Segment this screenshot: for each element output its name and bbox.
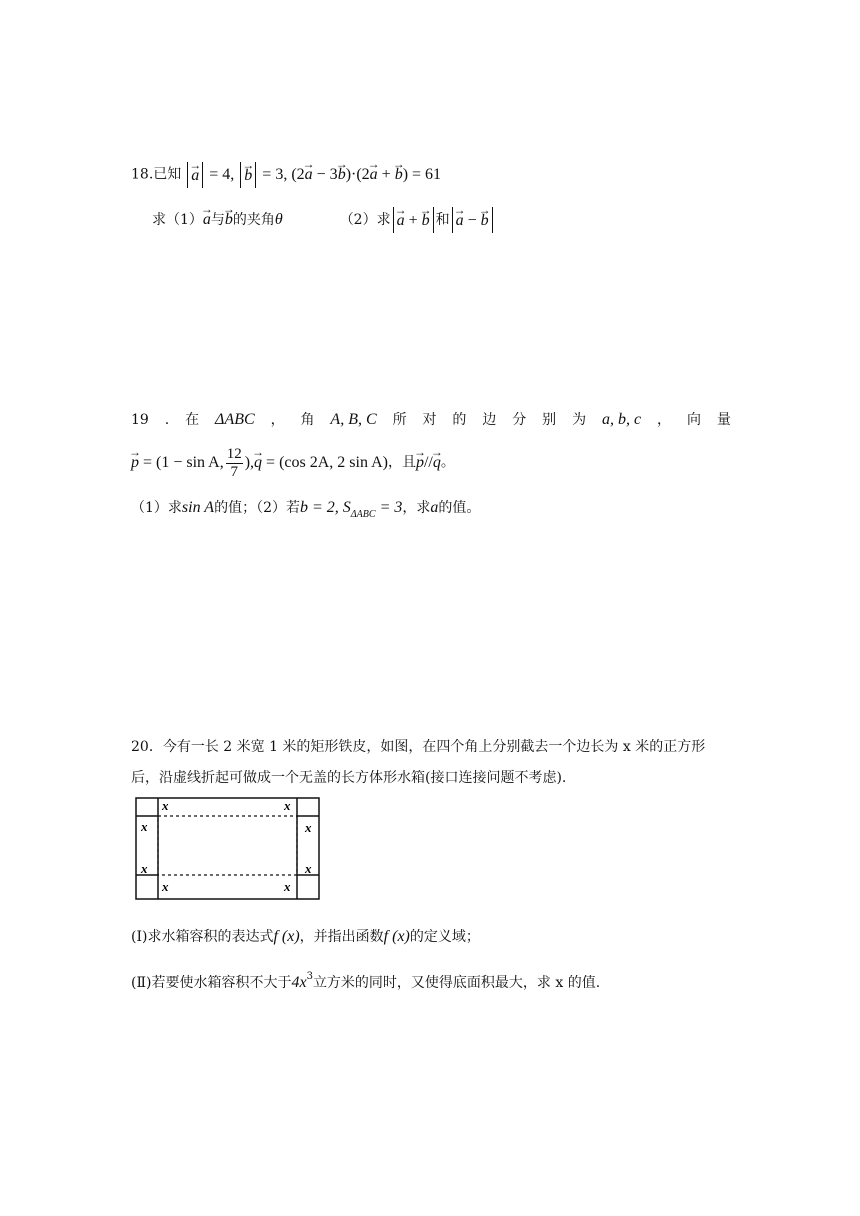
q20-line1: 20．今有一长 2 米宽 1 米的矩形铁皮，如图，在四个角上分别截去一个边长为 x 米的正方形 [131,739,706,755]
label-x: x [141,819,148,834]
vec-p: → p [131,455,139,471]
q20-line2: 后，沿虚线折起可做成一个无盖的长方体形水箱(接口连接问题不考虑). [131,770,567,786]
q19-q-expr: = (cos 2A, 2 sin A) [266,453,388,471]
q19-comma2: ， [657,412,672,428]
q19-sides-1: 对 [422,412,437,428]
q20-part2-post: 立方米的同时，又使得底面积最大，求 x 的值. [312,975,601,991]
vec-b: → b [338,167,346,183]
q19-sides-5: 别 [542,412,557,428]
label-x: x [305,861,312,876]
q18-number: 18. [131,166,154,183]
vec-a: → a [456,213,464,229]
q18-expr-b: − 3 [316,165,338,183]
vec-b: → b [225,212,233,228]
vec-a: → a [191,168,199,184]
q19-s-sub: ΔABC [350,509,376,520]
q19-in: 在 [185,412,200,428]
q19-number: 19 [131,412,149,428]
frac-numerator: 12 [226,446,242,462]
q19-vector-1: 量 [716,412,731,428]
q18-expr-c: )·(2 [345,165,370,183]
q19-s-eq: = 3 [379,499,403,516]
vec-b: → b [244,168,252,184]
q19-p-close: ), [244,453,255,471]
q18-expr-e: ) = 61 [402,165,442,183]
tin-sheet-diagram [132,794,332,904]
q19-sides: a, b, c [602,411,642,428]
q19-sides-0: 所 [392,412,407,428]
label-x: x [284,798,291,813]
q20-fx: f (x) [273,928,300,945]
q20-part1-mid: ，并指出函数 [299,929,384,945]
vec-b: → b [395,167,403,183]
q19-part1-tail: 的值；（2）若 [214,500,300,516]
q18-line2 [152,207,495,233]
q18-expr-d: + [381,165,391,183]
q20-fx: f (x) [383,928,410,945]
q19-and: ，且 [387,454,416,471]
q18-part2: （2）求 [339,212,391,228]
label-x: x [162,879,169,894]
q20-part1-pre: (Ⅰ)求水箱容积的表达式 [131,929,274,945]
q18-ask: 求（1） [152,212,203,228]
q19-b-eq: b = 2, S [300,499,351,516]
vec-a: → a [397,213,405,229]
q19-a-var: a [430,499,439,516]
vec-b: → b [422,213,430,229]
q18-known: 已知 [153,166,182,183]
q19-line3 [131,499,481,520]
q18-and: 和 [435,212,450,228]
parallel-sign: // [423,453,433,471]
q19-vector-0: 向 [686,412,701,428]
q19-triangle: ΔABC [215,411,255,428]
q18-eq1: = 4, [209,165,235,183]
q18-expr-a: (2 [291,165,305,183]
label-x: x [141,861,148,876]
q19-sides-3: 边 [482,412,497,428]
vec-q: → q [433,455,441,471]
q18-angle-text: 的夹角 [232,212,275,228]
q19-period: 。 [440,454,455,471]
q19-ask-a-pre: ，求 [402,500,431,516]
q19-sides-6: 为 [572,412,587,428]
q19-ask-a-post: 的值。 [438,500,481,516]
q19-line1 [131,412,731,428]
label-x: x [162,798,169,813]
label-x: x [305,820,312,835]
q19-angles: A, B, C [330,411,377,428]
plus-sign: + [408,212,418,229]
vec-a: → a [370,167,378,183]
q19-dot: . [164,412,170,428]
vec-q: → q [254,455,262,471]
vec-p: → p [416,455,424,471]
q19-sides-4: 分 [512,412,527,428]
frac-denominator: 7 [230,463,238,480]
vec-b: → b [481,213,489,229]
q20-vol: 4x [291,974,307,991]
q19-part1: （1）求 [131,500,182,516]
q19-line2 [131,446,455,480]
q20-part2-pre: (Ⅱ)若要使水箱容积不大于 [131,975,292,991]
label-x: x [284,879,291,894]
q20-vol-exp: 3 [306,971,313,982]
q20-part1-post: 的定义域； [409,929,480,945]
q20-part2 [131,971,601,991]
minus-sign: − [467,212,477,229]
q19-sinA: sin A [181,499,215,516]
q19-p-expr: = (1 − sin A, [143,453,224,471]
q18-line1 [131,162,441,188]
q19-sides-2: 的 [452,412,467,428]
q18-with: 与 [210,212,225,228]
q19-comma1: ， [270,412,285,428]
q18-eq2: = 3, [262,165,288,183]
vec-a: → a [203,212,211,228]
q19-angle: 角 [300,412,315,428]
q20-part1 [131,929,480,945]
vec-a: → a [305,167,313,183]
q18-theta: θ [274,211,283,228]
